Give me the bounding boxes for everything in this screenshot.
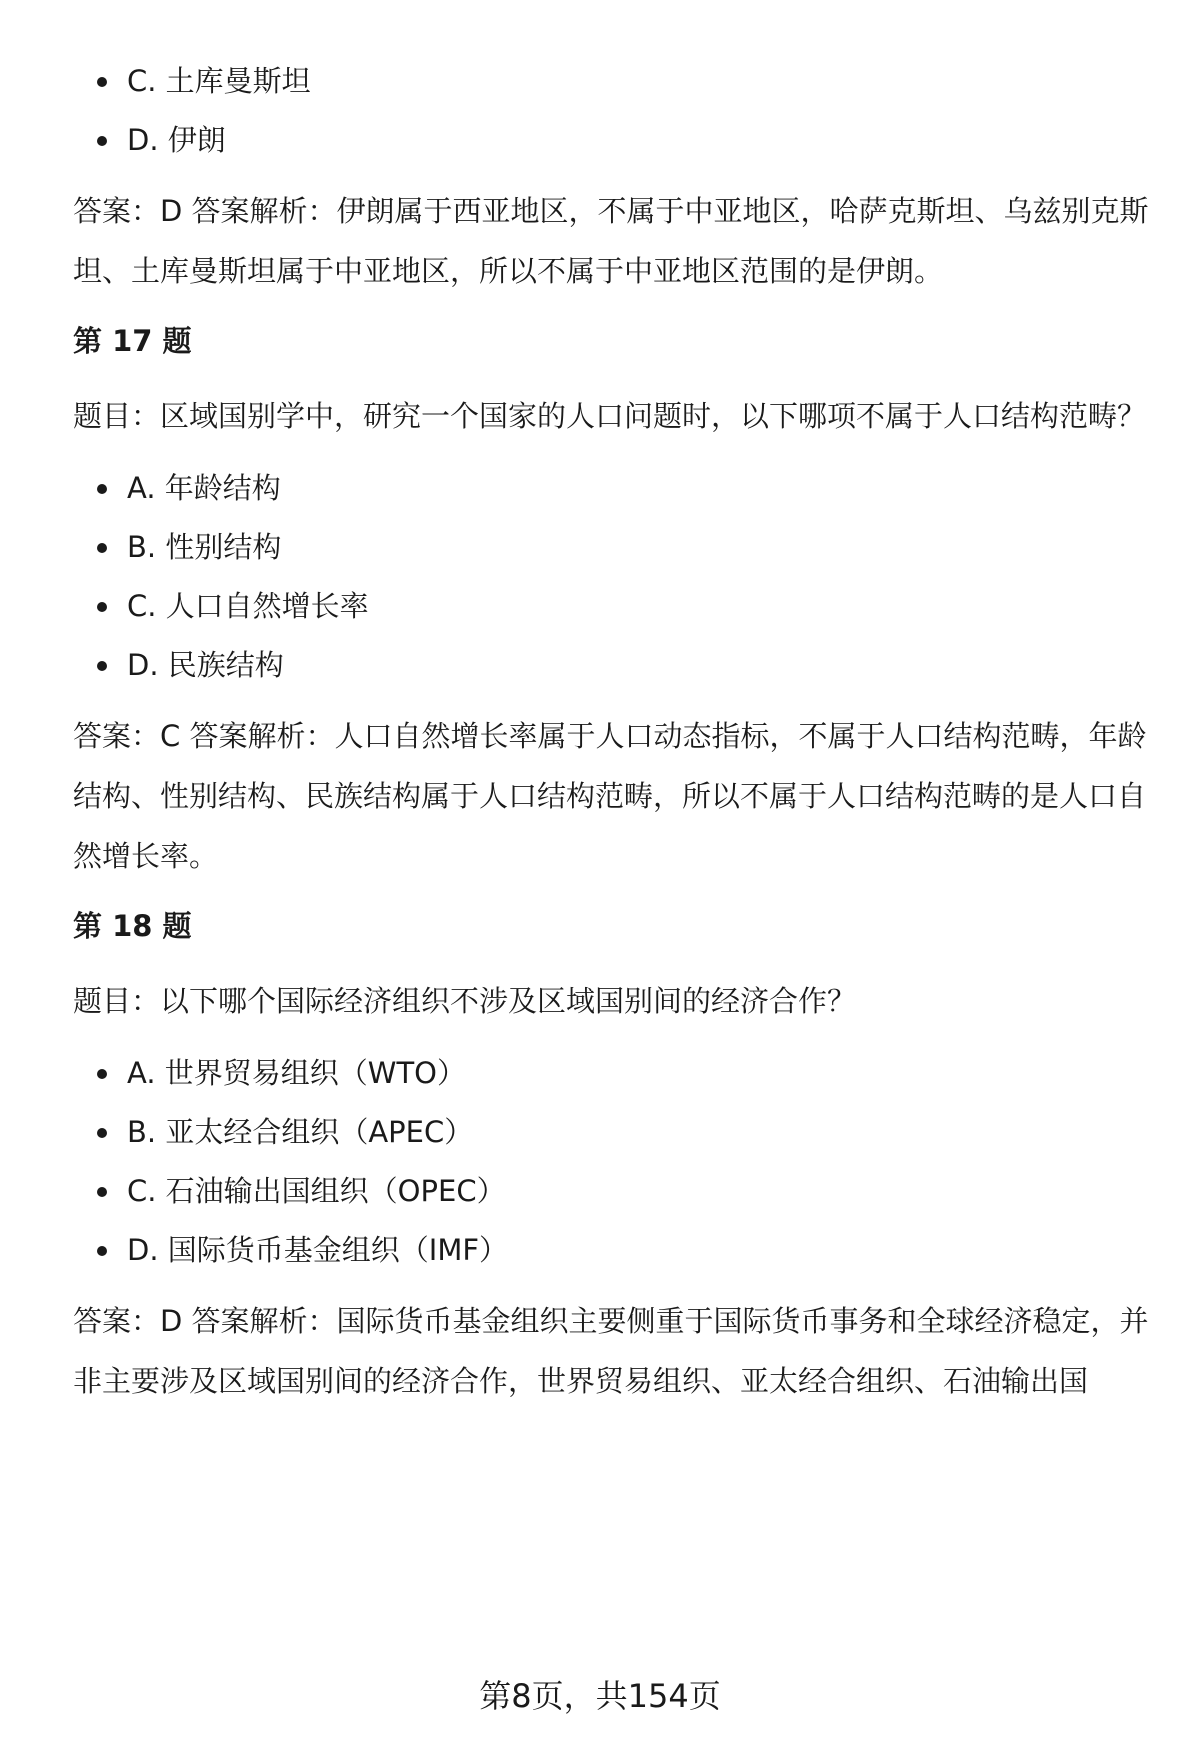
q16-option-c: C. 土库曼斯坦 (127, 63, 1152, 99)
page-content (73, 63, 1152, 1411)
q16-options (73, 63, 1152, 158)
q17-options (73, 470, 1152, 683)
q18-option-a: A. 世界贸易组织（WTO） (127, 1055, 1152, 1091)
q17-option-b: B. 性别结构 (127, 529, 1152, 565)
q17-heading: 第 17 题 (73, 324, 192, 358)
q17-option-d: D. 民族结构 (127, 647, 1152, 683)
q18-option-c: C. 石油输出国组织（OPEC） (127, 1173, 1152, 1209)
page-number-footer: 第8页，共154页 (479, 1677, 721, 1715)
q18-option-b: B. 亚太经合组织（APEC） (127, 1114, 1152, 1150)
q17-question: 题目：区域国别学中，研究一个国家的人口问题时，以下哪项不属于人口结构范畴？ (73, 399, 1147, 433)
q17-answer: 答案：C 答案解析：人口自然增长率属于人口动态指标，不属于人口结构范畴，年龄结构、性别结构、民族结构属于人口结构范畴，所以不属于人口结构范畴的是人口自然增长率。 (73, 719, 1147, 873)
q18-heading: 第 18 题 (73, 909, 192, 943)
q16-answer: 答案：D 答案解析：伊朗属于西亚地区，不属于中亚地区，哈萨克斯坦、乌兹别克斯坦、土库曼斯坦属于中亚地区，所以不属于中亚地区范围的是伊朗。 (73, 194, 1149, 288)
q17-option-c: C. 人口自然增长率 (127, 588, 1152, 624)
q17-option-a: A. 年龄结构 (127, 470, 1152, 506)
q18-question: 题目：以下哪个国际经济组织不涉及区域国别间的经济合作？ (73, 984, 857, 1018)
q16-option-d: D. 伊朗 (127, 122, 1152, 158)
q18-options (73, 1055, 1152, 1268)
q18-answer: 答案：D 答案解析：国际货币基金组织主要侧重于国际货币事务和全球经济稳定，并非主要涉及区域国别间的经济合作，世界贸易组织、亚太经合组织、石油输出国 (73, 1304, 1149, 1398)
q18-option-d: D. 国际货币基金组织（IMF） (127, 1232, 1152, 1268)
